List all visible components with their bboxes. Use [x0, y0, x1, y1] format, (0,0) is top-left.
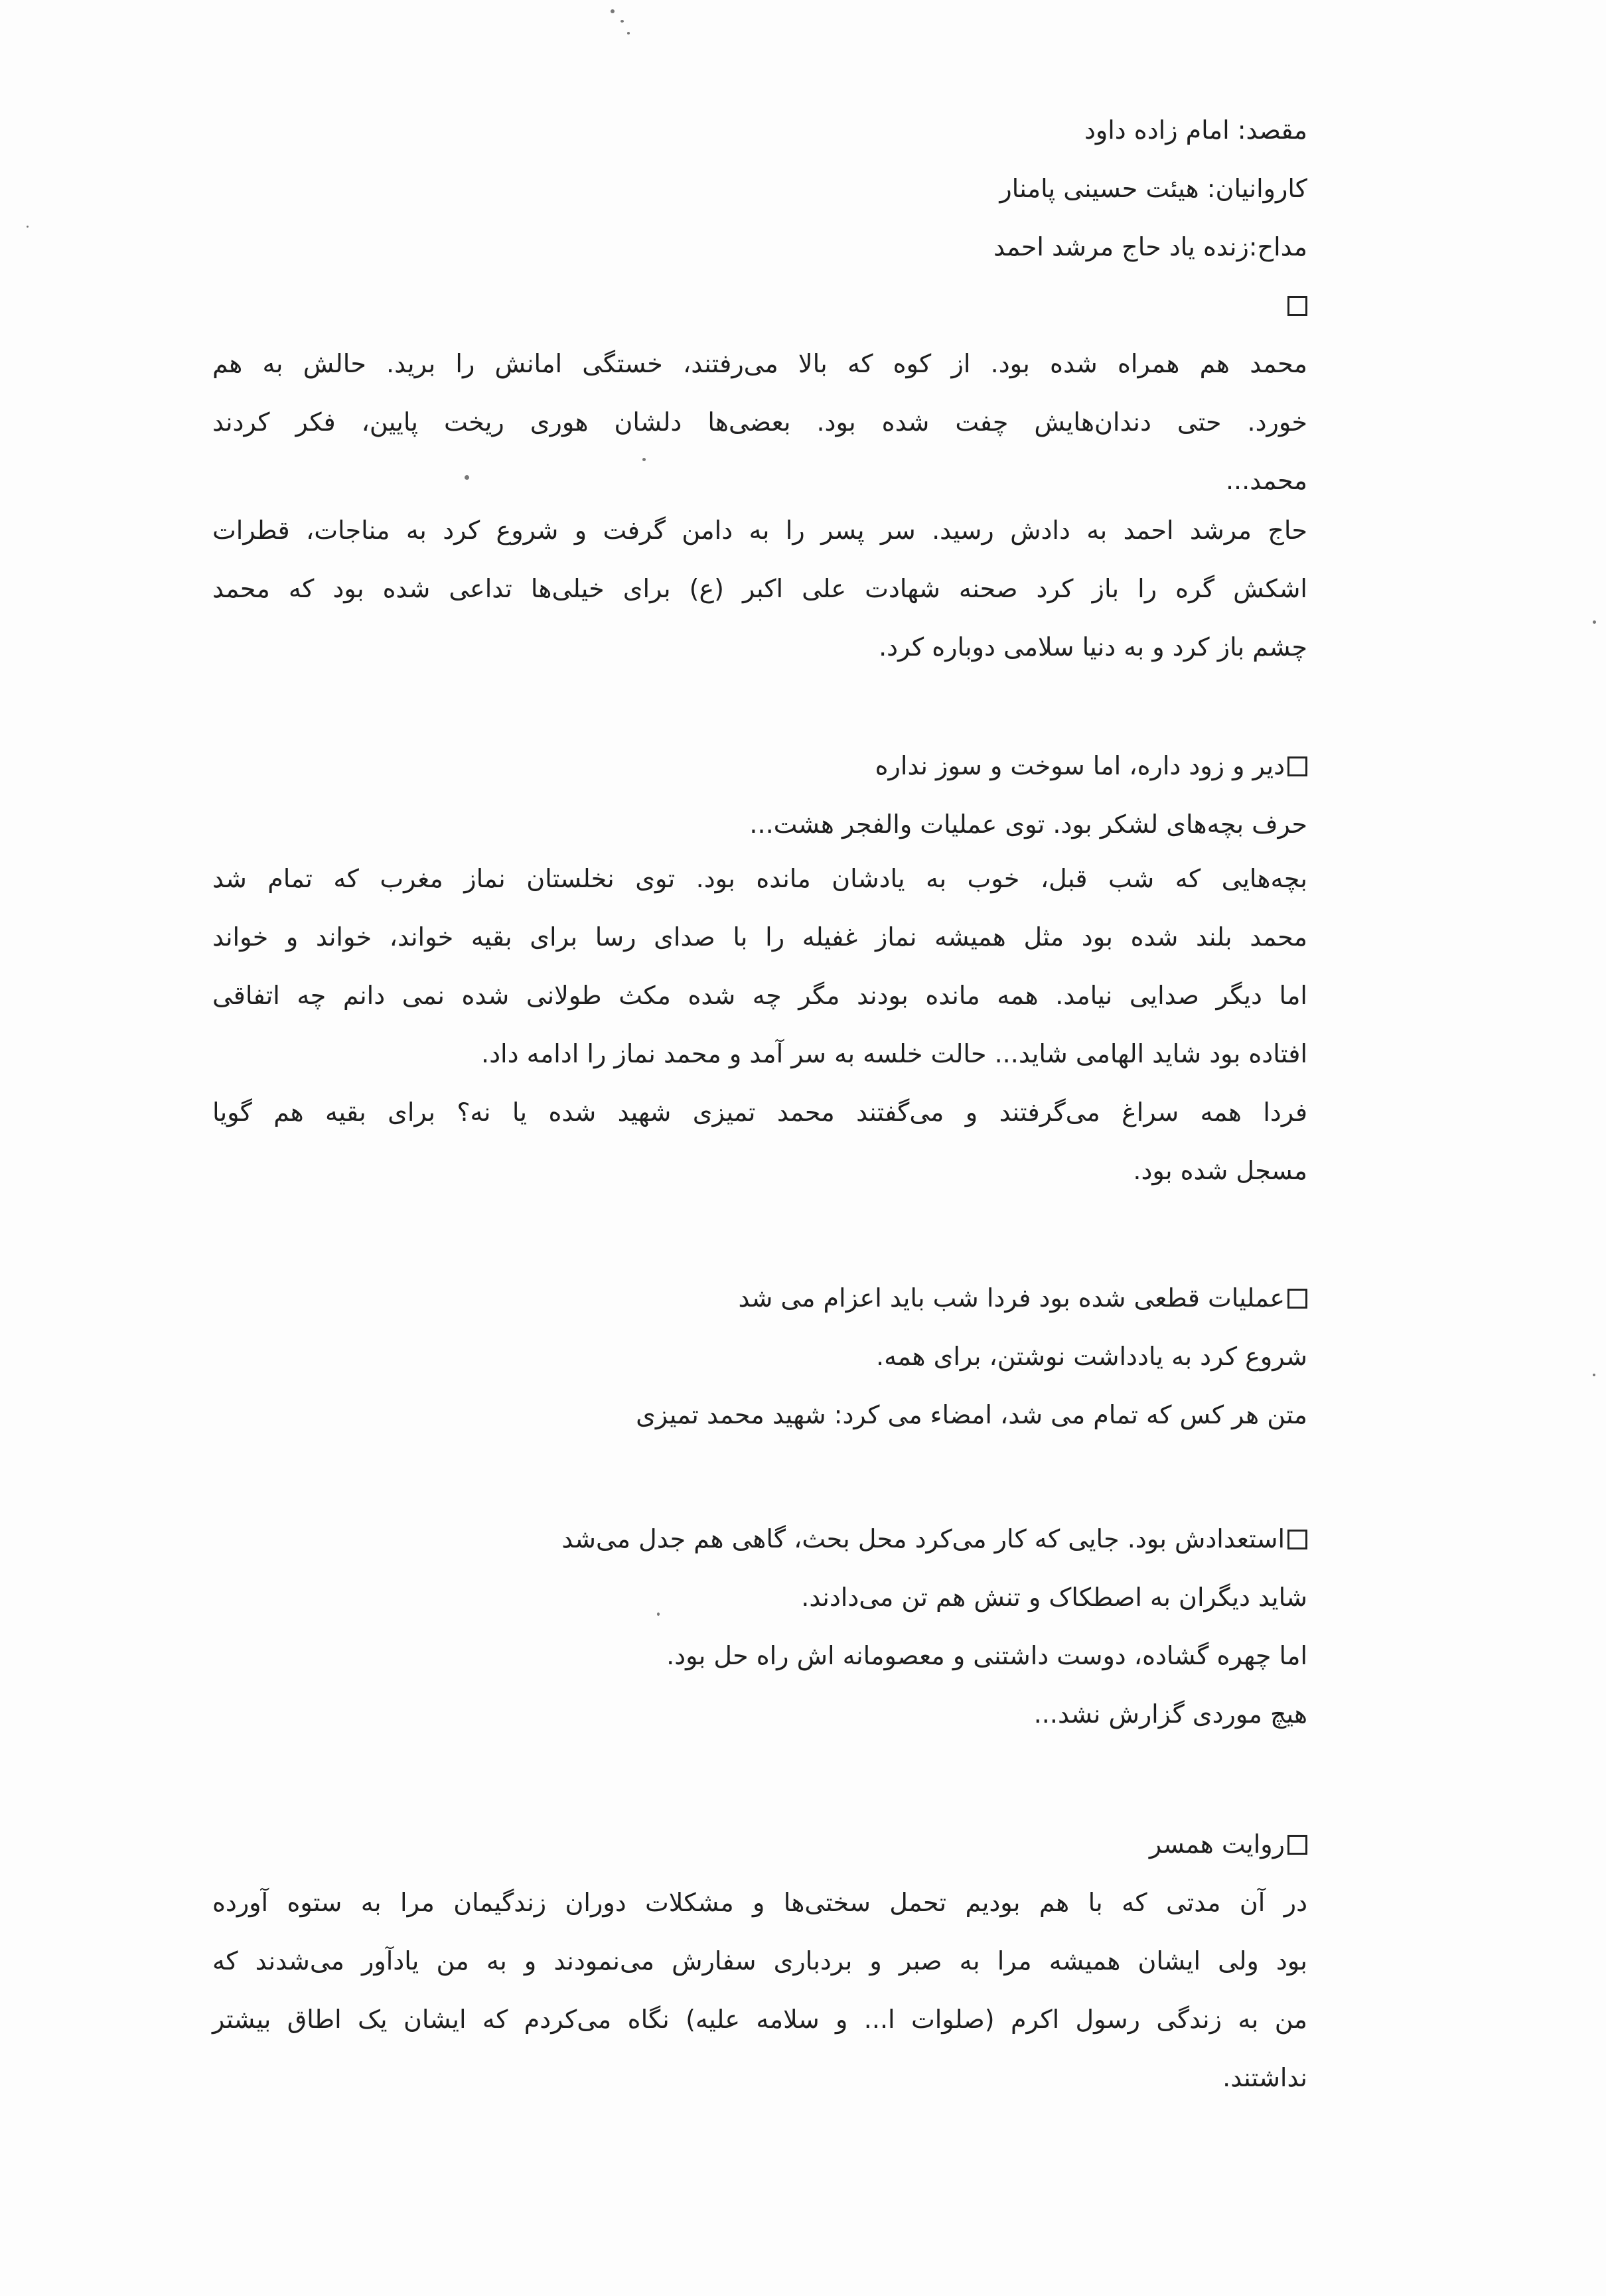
checkbox-icon: [1287, 1530, 1307, 1549]
section5-heading-block: [212, 1815, 1307, 1873]
section2-heading-block: [212, 737, 1307, 853]
eulogist-line: مداح:زنده یاد حاج مرشد احمد: [993, 232, 1307, 261]
paragraph-line: فردا همه سراغ می‌گرفتند و می‌گفتند محمد تمیزی شهید شده یا نه؟ برای بقیه هم گویا: [212, 1098, 1307, 1127]
paragraph-line: اشکش گره را باز کرد صحنه شهادت علی اکبر (ع) برای خیلی‌ها تداعی شده بود که محمد: [212, 574, 1307, 603]
section2-intro: حرف بچه‌های لشکر بود. توی عملیات والفجر هشت...: [749, 810, 1307, 839]
section2-heading-text: دیر و زود داره، اما سوخت و سوز نداره: [875, 751, 1285, 780]
section3-block: [212, 1269, 1307, 1444]
scan-speck: [611, 9, 615, 13]
destination-line: مقصد: امام زاده داود: [1084, 115, 1307, 145]
paragraph-line: نداشتند.: [1222, 2063, 1307, 2092]
section4-heading-text: استعدادش بود. جایی که کار می‌کرد محل بحث، گاهی هم جدل می‌شد: [561, 1524, 1285, 1553]
paragraph-line: بود ولی ایشان همیشه مرا به صبر و بردباری سفارش می‌نمودند و به من یادآور می‌شدند که: [212, 1946, 1307, 1975]
section4-line: اما چهره گشاده، دوست داشتنی و معصومانه اش راه حل بود.: [666, 1641, 1307, 1670]
section5-heading-text: روایت همسر: [1149, 1830, 1285, 1859]
section3-line: شروع کرد به یادداشت نوشتن، برای همه.: [876, 1342, 1307, 1371]
header-block: [212, 101, 1307, 334]
checkbox-icon: [1287, 296, 1307, 316]
paragraph-line: افتاده بود شاید الهامی شاید... حالت خلسه به سر آمد و محمد نماز را ادامه داد.: [481, 1039, 1307, 1068]
paragraph-line: حاج مرشد احمد به دادش رسید. سر پسر را به دامن گرفت و شروع کرد به مناجات، قطرات: [212, 516, 1307, 545]
section3-line: متن هر کس که تمام می شد، امضاء می کرد: شهید محمد تمیزی: [636, 1400, 1307, 1429]
scan-speck: [620, 20, 624, 23]
section4-line: هیچ موردی گزارش نشد...: [1033, 1699, 1307, 1729]
paragraph-line: اما دیگر صدایی نیامد. همه مانده بودند مگر چه شده مکث طولانی شده نمی دانم چه اتفاقی: [212, 981, 1307, 1010]
section-marker: [212, 276, 1307, 334]
paragraph-line: محمد بلند شده بود مثل همیشه نماز غفیله را با صدای رسا برای بقیه خواند، خواند و خواند: [212, 922, 1307, 952]
section2-paragraph2: [212, 1083, 1307, 1200]
caravan-line: کاروانیان: هیئت حسینی پامنار: [999, 174, 1307, 203]
section4-block: [212, 1510, 1307, 1743]
section3-heading-text: عملیات قطعی شده بود فردا شب باید اعزام می شد: [738, 1283, 1285, 1313]
scan-speck: [627, 32, 630, 35]
paragraph-line: خورد. حتی دندان‌هایش چفت شده بود. بعضی‌ها دلشان هوری ریخت پایین، فکر کردند: [212, 407, 1307, 437]
paragraph-line: چشم باز کرد و به دنیا سلامی دوباره کرد.: [879, 632, 1307, 662]
checkbox-icon: [1287, 1835, 1307, 1855]
scan-speck: [1593, 1374, 1595, 1376]
scan-speck: [1593, 620, 1596, 624]
paragraph-line: مسجل شده بود.: [1133, 1156, 1307, 1185]
section5-heading: [212, 1815, 1307, 1873]
section5-paragraph: [212, 1873, 1307, 2107]
paragraph-line: بچه‌هایی که شب قبل، خوب به یادشان مانده بود. توی نخلستان نماز مغرب که تمام شد: [212, 864, 1307, 893]
paragraph-line: در آن مدتی که با هم بودیم تحمل سختی‌ها و مشکلات دوران زندگیمان مرا به ستوه آورده: [212, 1888, 1307, 1917]
checkbox-icon: [1287, 1289, 1307, 1309]
section3-heading: [212, 1269, 1307, 1327]
checkbox-icon: [1287, 756, 1307, 776]
section1-paragraph2: [212, 501, 1307, 676]
paragraph-line: من به زندگی رسول اکرم (صلوات ا... و سلامه علیه) نگاه می‌کردم که ایشان یک اطاق بیشتر: [212, 2005, 1307, 2034]
section4-line: شاید دیگران به اصطکاک و تنش هم تن می‌دادند.: [801, 1583, 1307, 1612]
paragraph-line: محمد...: [1225, 466, 1307, 495]
section2-paragraph1: [212, 849, 1307, 1083]
paragraph-line: محمد هم همراه شده بود. از کوه که بالا می‌رفتند، خستگی امانش را برید. حالش به هم: [212, 349, 1307, 378]
section2-heading: [212, 737, 1307, 795]
section4-heading: [212, 1510, 1307, 1568]
scan-speck: [27, 226, 29, 228]
section1-paragraph1: [212, 334, 1307, 510]
